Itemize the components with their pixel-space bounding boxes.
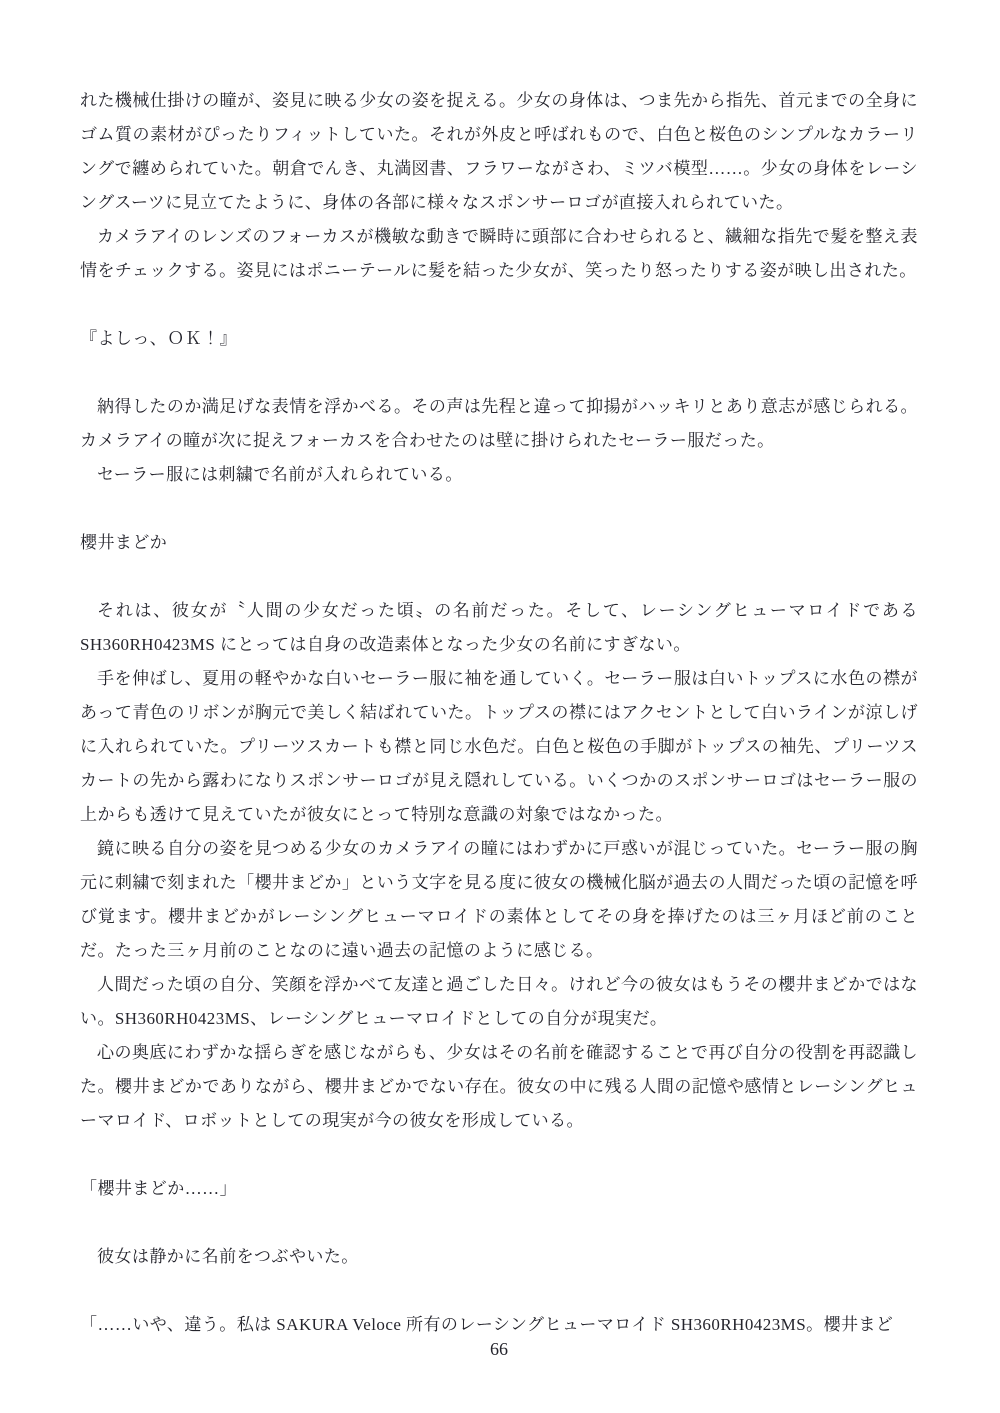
paragraph: セーラー服には刺繍で名前が入れられている。 [97,465,463,484]
blank-line [80,560,918,594]
blank-line [80,288,918,322]
paragraph: 手を伸ばし、夏用の軽やかな白いセーラー服に袖を通していく。セーラー服は白いトップスに水色の襟があって青色のリボンが胸元で美しく結ばれていた。トップスの襟にはアクセントとして白いラインが涼しげに入れられていた。プリーツスカートも襟と同じ水色だ。白色と桜色の手脚がトップスの袖先、プリーツスカートの先から露わになりスポンサーロゴが見え隠れしている。いくつかのスポンサーロゴはセーラー服の上からも透けて見えていたが彼女にとって特別な意識の対象ではなかった。 [80,669,918,824]
page-footer [80,1334,918,1364]
blank-line [80,1274,918,1308]
text-column [80,84,918,1342]
paragraph: カメラアイのレンズのフォーカスが機敏な動きで瞬時に頭部に合わせられると、繊細な指先で髪を整え表情をチェックする。姿見にはポニーテールに髪を結った少女が、笑ったり怒ったりする姿が映し出された。 [80,227,918,280]
paragraph: 人間だった頃の自分、笑顔を浮かべて友達と過ごした日々。けれど今の彼女はもうその櫻井まどかではない。SH360RH0423MS、レーシングヒューマロイドとしての自分が現実だ。 [80,975,918,1028]
paragraph: 心の奥底にわずかな揺らぎを感じながらも、少女はその名前を確認することで再び自分の役割を再認識した。櫻井まどかでありながら、櫻井まどかでない存在。彼女の中に残る人間の記憶や感情とレーシングヒューマロイド、ロボットとしての現実が今の彼女を形成している。 [80,1043,918,1130]
blank-line [80,492,918,526]
page-number: 66 [490,1339,508,1359]
blank-line [80,1138,918,1172]
paragraph: 納得したのか満足げな表情を浮かべる。その声は先程と違って抑揚がハッキリとあり意志が感じられる。カメラアイの瞳が次に捉えフォーカスを合わせたのは壁に掛けられたセーラー服だった。 [80,397,918,450]
blank-line [80,1206,918,1240]
paragraph: 鏡に映る自分の姿を見つめる少女のカメラアイの瞳にはわずかに戸惑いが混じっていた。セーラー服の胸元に刺繍で刻まれた「櫻井まどか」という文字を見る度に彼女の機械化脳が過去の人間だった頃の記憶を呼び覚ます。櫻井まどかがレーシングヒューマロイドの素体としてその身を捧げたのは三ヶ月ほど前のことだ。たった三ヶ月前のことなのに遠い過去の記憶のように感じる。 [80,839,918,960]
dialogue-line: 「櫻井まどか……」 [80,1179,238,1198]
blank-line [80,356,918,390]
dialogue-line: 「……いや、違う。私は SAKURA Veloce 所有のレーシングヒューマロイド SH360RH0423MS。櫻井まど [80,1315,894,1334]
paragraph: それは、彼女が〝人間の少女だった頃〟の名前だった。そして、レーシングヒューマロイドであるSH360RH0423MS にとっては自身の改造素体となった少女の名前にすぎない。 [80,601,918,654]
paragraph: 彼女は静かに名前をつぶやいた。 [97,1247,359,1266]
character-name-line: 櫻井まどか [80,533,168,552]
paragraph: れた機械仕掛けの瞳が、姿見に映る少女の姿を捉える。少女の身体は、つま先から指先、首元までの全身にゴム質の素材がぴったりフィットしていた。それが外皮と呼ばれもので、白色と桜色のシンプルなカラーリングで纏められていた。朝倉でんき、丸満図書、フラワーながさわ、ミツバ模型……。少女の身体をレーシングスーツに見立てたように、身体の各部に様々なスポンサーロゴが直接入れられていた。 [80,91,918,212]
dialogue-line: 『よしっ、ＯＫ！』 [80,329,238,348]
